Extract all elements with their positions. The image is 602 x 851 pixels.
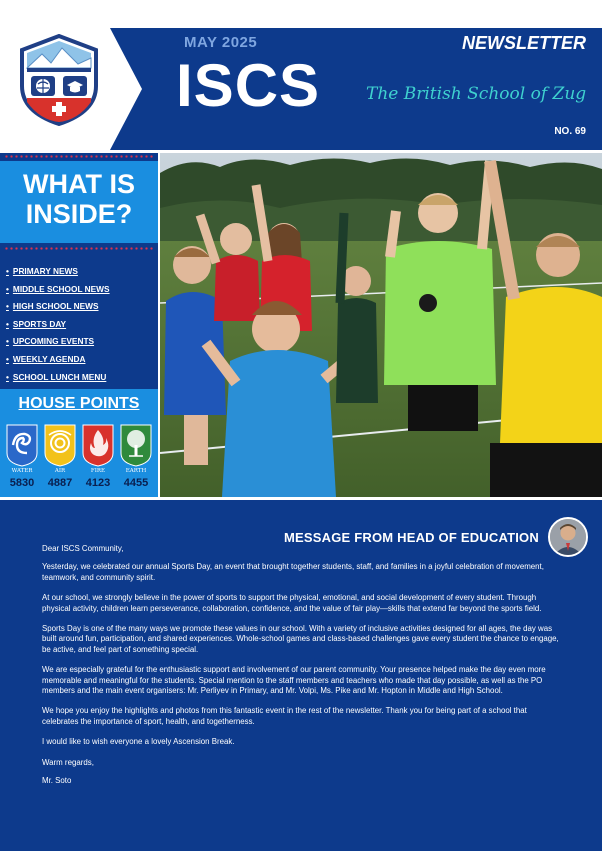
inside-title-line1: WHAT IS — [23, 169, 135, 199]
house-points-panel — [0, 389, 158, 497]
school-tagline: The British School of Zug — [366, 84, 587, 104]
house-name-fire: FIRE — [90, 468, 106, 474]
letter-paragraph: Yesterday, we celebrated our annual Sports Day, an event that brought together students, staff, and families in a joyful celebration of movement, teamwork, and community spirit. — [42, 562, 544, 582]
menu-item-sports-day[interactable]: • SPORTS DAY — [6, 316, 110, 334]
letter-paragraph: I would like to wish everyone a lovely Ascension Break. — [42, 737, 235, 747]
school-crest-logo — [18, 34, 100, 126]
letter-paragraph: Sports Day is one of the many ways we promote these values in our school. With a variety of inclusive activities designed for all ages, the day was built around fun, participation, and shared experiences. Whole-school games and class-based challenges gave every student the chance to engage, be active, and feel part of something special. — [42, 624, 559, 654]
menu-item-middle-school-news[interactable]: • MIDDLE SCHOOL NEWS — [6, 281, 110, 299]
letter-paragraph: We hope you enjoy the highlights and photos from this fantastic event in the rest of the newsletter. Thank you for being part of a school that celebrates the importance of sport, health, and togetherness. — [42, 706, 527, 726]
message-section — [0, 500, 602, 851]
menu-item-primary-news[interactable]: • PRIMARY NEWS — [6, 263, 110, 281]
letter-paragraph: We are especially grateful for the enthusiastic support and involvement of our parent community. Your presence helped make the day even more memorable and meaningful for the students. Special mention to the staff members and teachers who made that day possible, as well as the PO members and the main event organisers: Mr. Perliyev in Primary, and Mr. Volpi, Ms. Pike and Mr. Hopton in Middle and High School. — [42, 665, 546, 696]
dotted-divider — [4, 155, 154, 158]
letter-paragraph: At our school, we strongly believe in the power of sports to support the physical, emotional, and social development of every student. Through physical activity, children learn perseverance, collaboration, confidence, and the value of fair play—skills that extend far beyond the sports field. — [42, 593, 542, 613]
house-score-air: 4887 — [47, 477, 73, 489]
house-name-earth: EARTH — [125, 468, 147, 474]
menu-item-high-school-news[interactable]: • HIGH SCHOOL NEWS — [6, 298, 110, 316]
letter-signature: Mr. Soto — [42, 776, 72, 786]
message-body — [42, 544, 562, 797]
contents-sidebar — [0, 153, 158, 497]
sports-day-photo — [160, 153, 602, 497]
issue-month: MAY 2025 — [184, 34, 258, 51]
inside-title-line2: INSIDE? — [25, 199, 133, 229]
menu-item-weekly-agenda[interactable]: • WEEKLY AGENDA — [6, 351, 110, 369]
house-name-water: WATER — [11, 468, 33, 474]
tree-icon — [119, 423, 153, 467]
letter-greeting: Dear ISCS Community, — [42, 544, 124, 553]
inside-title-box — [0, 161, 158, 243]
message-title: MESSAGE FROM HEAD OF EDUCATION — [284, 530, 539, 545]
newsletter-header — [0, 0, 602, 150]
contents-menu — [6, 263, 110, 386]
issue-number: NO. 69 — [554, 126, 586, 137]
flame-icon — [81, 423, 115, 467]
school-name: ISCS — [176, 52, 321, 119]
swirl-icon — [43, 423, 77, 467]
house-score-fire: 4123 — [85, 477, 111, 489]
house-name-air: AIR — [54, 468, 66, 474]
dotted-divider — [4, 247, 154, 250]
house-points-title: HOUSE POINTS — [18, 395, 140, 412]
letter-closing: Warm regards, — [42, 757, 94, 767]
house-score-water: 5830 — [9, 477, 35, 489]
house-score-earth: 4455 — [123, 477, 149, 489]
newsletter-label: NEWSLETTER — [462, 33, 586, 53]
menu-item-upcoming-events[interactable]: • UPCOMING EVENTS — [6, 333, 110, 351]
wave-icon — [5, 423, 39, 467]
inside-title — [0, 169, 158, 229]
menu-item-school-lunch-menu[interactable]: • SCHOOL LUNCH MENU — [6, 369, 110, 387]
